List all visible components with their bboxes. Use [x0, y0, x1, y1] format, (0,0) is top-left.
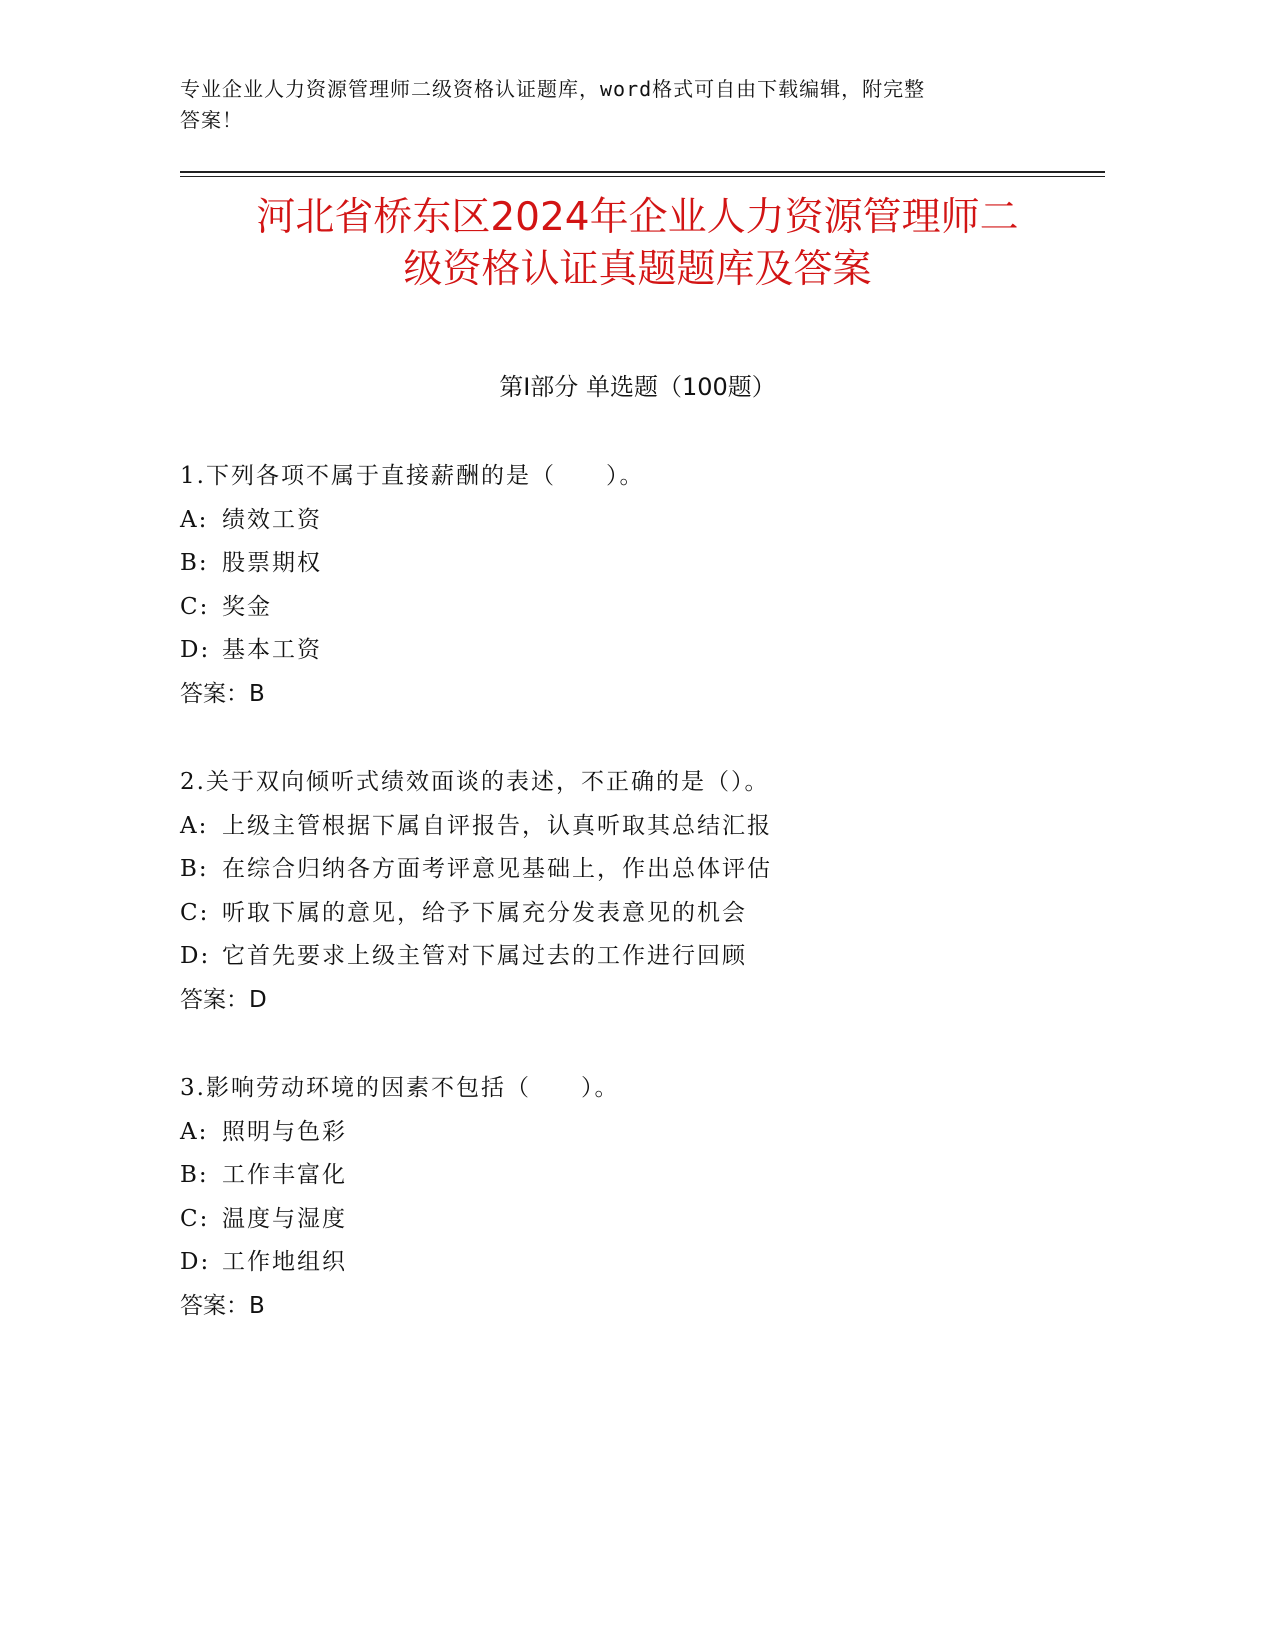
option-prefix: C: [180, 593, 210, 620]
question-stem: 3.影响劳动环境的因素不包括（ ）。 [180, 1075, 620, 1101]
option-text: 在综合归纳各方面考评意见基础上，作出总体评估 [222, 856, 772, 882]
option-b [180, 848, 1080, 892]
option-text: 听取下属的意见，给予下属充分发表意见的机会 [222, 899, 747, 926]
document-title-line2: 级资格认证真题题库及答案 [403, 247, 872, 292]
option-text: 工作丰富化 [222, 1162, 347, 1188]
option-text: 它首先要求上级主管对下属过去的工作进行回顾 [222, 943, 747, 969]
option-text: 工作地组织 [222, 1249, 347, 1275]
section-heading: 第Ⅰ部分 单选题（100题） [499, 373, 776, 401]
option-prefix: A: [180, 812, 209, 839]
document-title-line1: 河北省桥东区2024年企业人力资源管理师二 [256, 195, 1019, 240]
option-a [180, 1111, 1080, 1155]
option-a [180, 805, 1080, 849]
question-stem: 2.关于双向倾听式绩效面谈的表述，不正确的是（）。 [180, 769, 770, 795]
option-d [180, 935, 1080, 979]
header-note-line2: 答案！ [180, 108, 243, 132]
document-title [150, 192, 1125, 296]
option-prefix: B: [180, 856, 209, 882]
option-b [180, 542, 1080, 586]
question-list [180, 455, 1080, 1373]
option-text: 股票期权 [222, 550, 322, 576]
header-note-line1: 专业企业人力资源管理师二级资格认证题库，word格式可自由下载编辑，附完整 [180, 77, 926, 101]
option-prefix: D: [180, 943, 211, 969]
question-3 [180, 1067, 1080, 1328]
option-text: 温度与湿度 [222, 1205, 347, 1232]
option-prefix: C: [180, 1205, 210, 1232]
header-note [180, 74, 1040, 136]
answer-line: 答案：D [180, 986, 267, 1013]
option-prefix: B: [180, 1162, 209, 1188]
option-c [180, 892, 1080, 936]
option-prefix: A: [180, 1118, 209, 1145]
option-text: 基本工资 [222, 637, 322, 663]
answer-line: 答案：B [180, 1292, 265, 1319]
option-prefix: A: [180, 506, 209, 533]
option-prefix: D: [180, 1249, 211, 1275]
option-d [180, 629, 1080, 673]
answer-line: 答案：B [180, 680, 265, 707]
option-text: 奖金 [222, 593, 272, 620]
option-prefix: B: [180, 550, 209, 576]
option-text: 照明与色彩 [222, 1118, 347, 1145]
header-rule-thin [180, 176, 1105, 177]
option-prefix: D: [180, 637, 211, 663]
option-c [180, 586, 1080, 630]
header-rule-thick [180, 171, 1105, 173]
option-prefix: C: [180, 899, 210, 926]
question-1 [180, 455, 1080, 716]
option-text: 上级主管根据下属自评报告，认真听取其总结汇报 [222, 812, 772, 839]
option-text: 绩效工资 [222, 506, 322, 533]
question-stem: 1.下列各项不属于直接薪酬的是（ ）。 [180, 463, 645, 489]
option-c [180, 1198, 1080, 1242]
option-a [180, 499, 1080, 543]
question-2 [180, 761, 1080, 1022]
option-d [180, 1241, 1080, 1285]
option-b [180, 1154, 1080, 1198]
